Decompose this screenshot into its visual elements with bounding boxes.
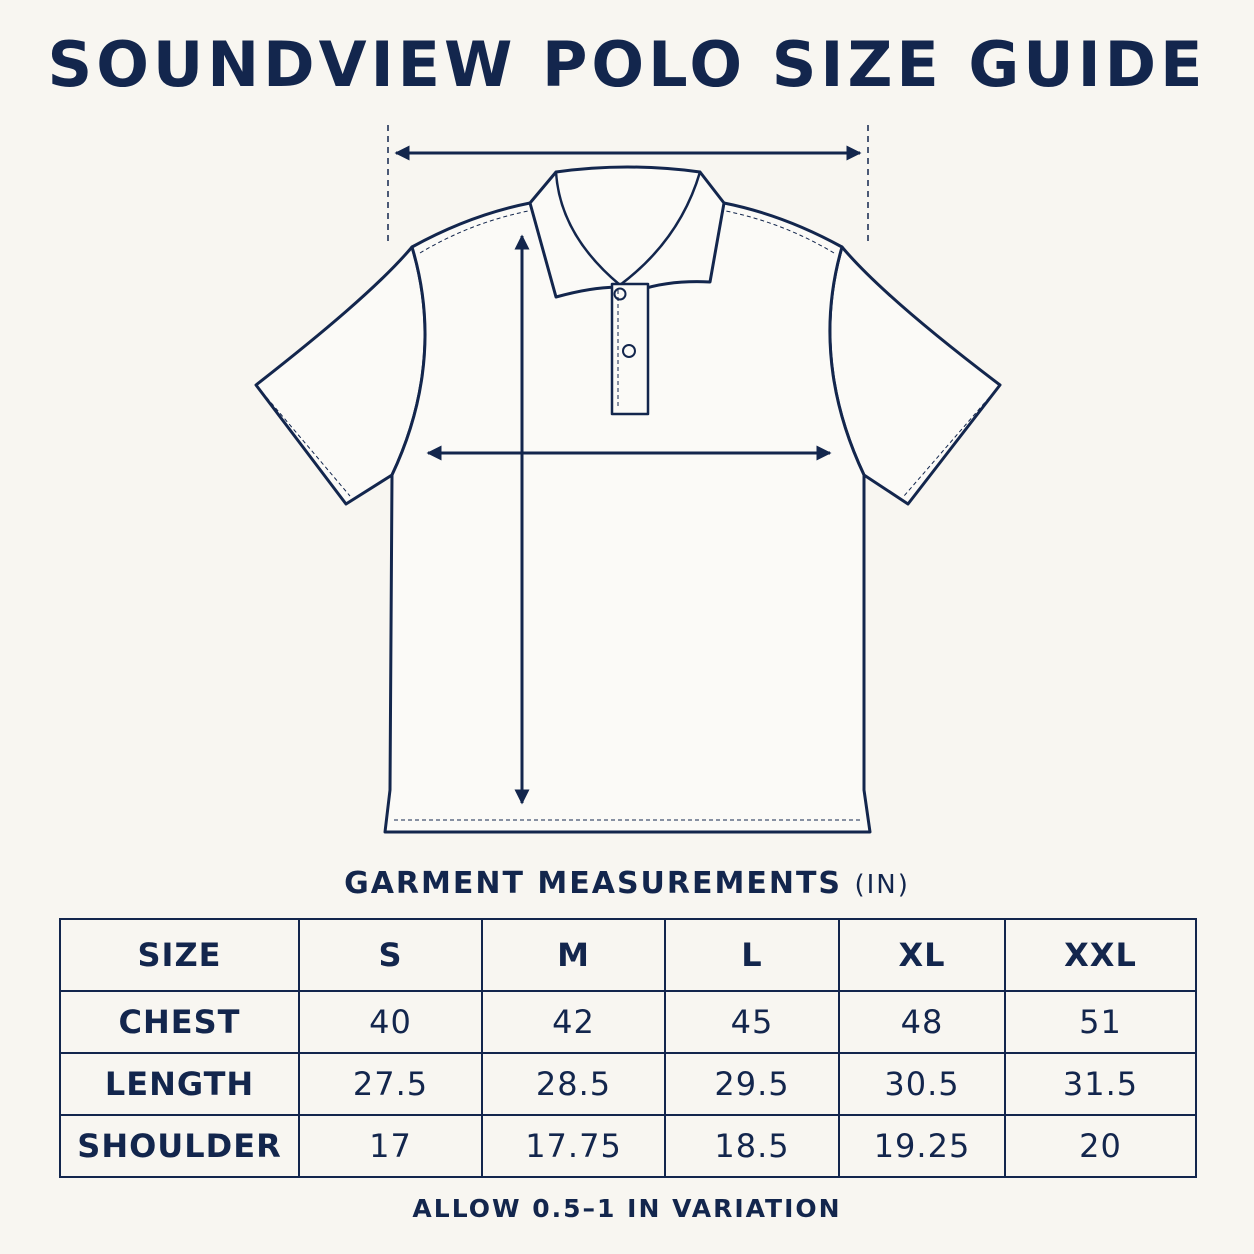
table-cell: 19.25 [839, 1115, 1005, 1177]
header-l: L [665, 919, 839, 991]
row-label-chest: CHEST [60, 991, 299, 1053]
table-cell: 30.5 [839, 1053, 1005, 1115]
table-cell: 31.5 [1005, 1053, 1196, 1115]
table-cell: 40 [299, 991, 482, 1053]
table-cell: 17 [299, 1115, 482, 1177]
header-xl: XL [839, 919, 1005, 991]
header-m: M [482, 919, 665, 991]
table-cell: 51 [1005, 991, 1196, 1053]
header-s: S [299, 919, 482, 991]
table-caption [0, 866, 1254, 901]
footnote: ALLOW 0.5–1 IN VARIATION [412, 1194, 842, 1223]
table-caption-unit: (IN) [854, 870, 910, 900]
table-cell: 28.5 [482, 1053, 665, 1115]
table-row [60, 991, 1196, 1053]
polo-shirt-icon [256, 167, 1000, 832]
size-table [59, 918, 1197, 1178]
table-cell: 42 [482, 991, 665, 1053]
table-cell: 29.5 [665, 1053, 839, 1115]
table-cell: 27.5 [299, 1053, 482, 1115]
table-header-row [60, 919, 1196, 991]
row-label-shoulder: SHOULDER [60, 1115, 299, 1177]
table-cell: 18.5 [665, 1115, 839, 1177]
table-cell: 17.75 [482, 1115, 665, 1177]
header-size: SIZE [60, 919, 299, 991]
table-row [60, 1115, 1196, 1177]
table-cell: 20 [1005, 1115, 1196, 1177]
header-xxl: XXL [1005, 919, 1196, 991]
page-title: SOUNDVIEW POLO SIZE GUIDE [47, 28, 1207, 101]
table-cell: 48 [839, 991, 1005, 1053]
row-label-length: LENGTH [60, 1053, 299, 1115]
table-row [60, 1053, 1196, 1115]
table-caption-text: GARMENT MEASUREMENTS [344, 866, 843, 901]
table-cell: 45 [665, 991, 839, 1053]
